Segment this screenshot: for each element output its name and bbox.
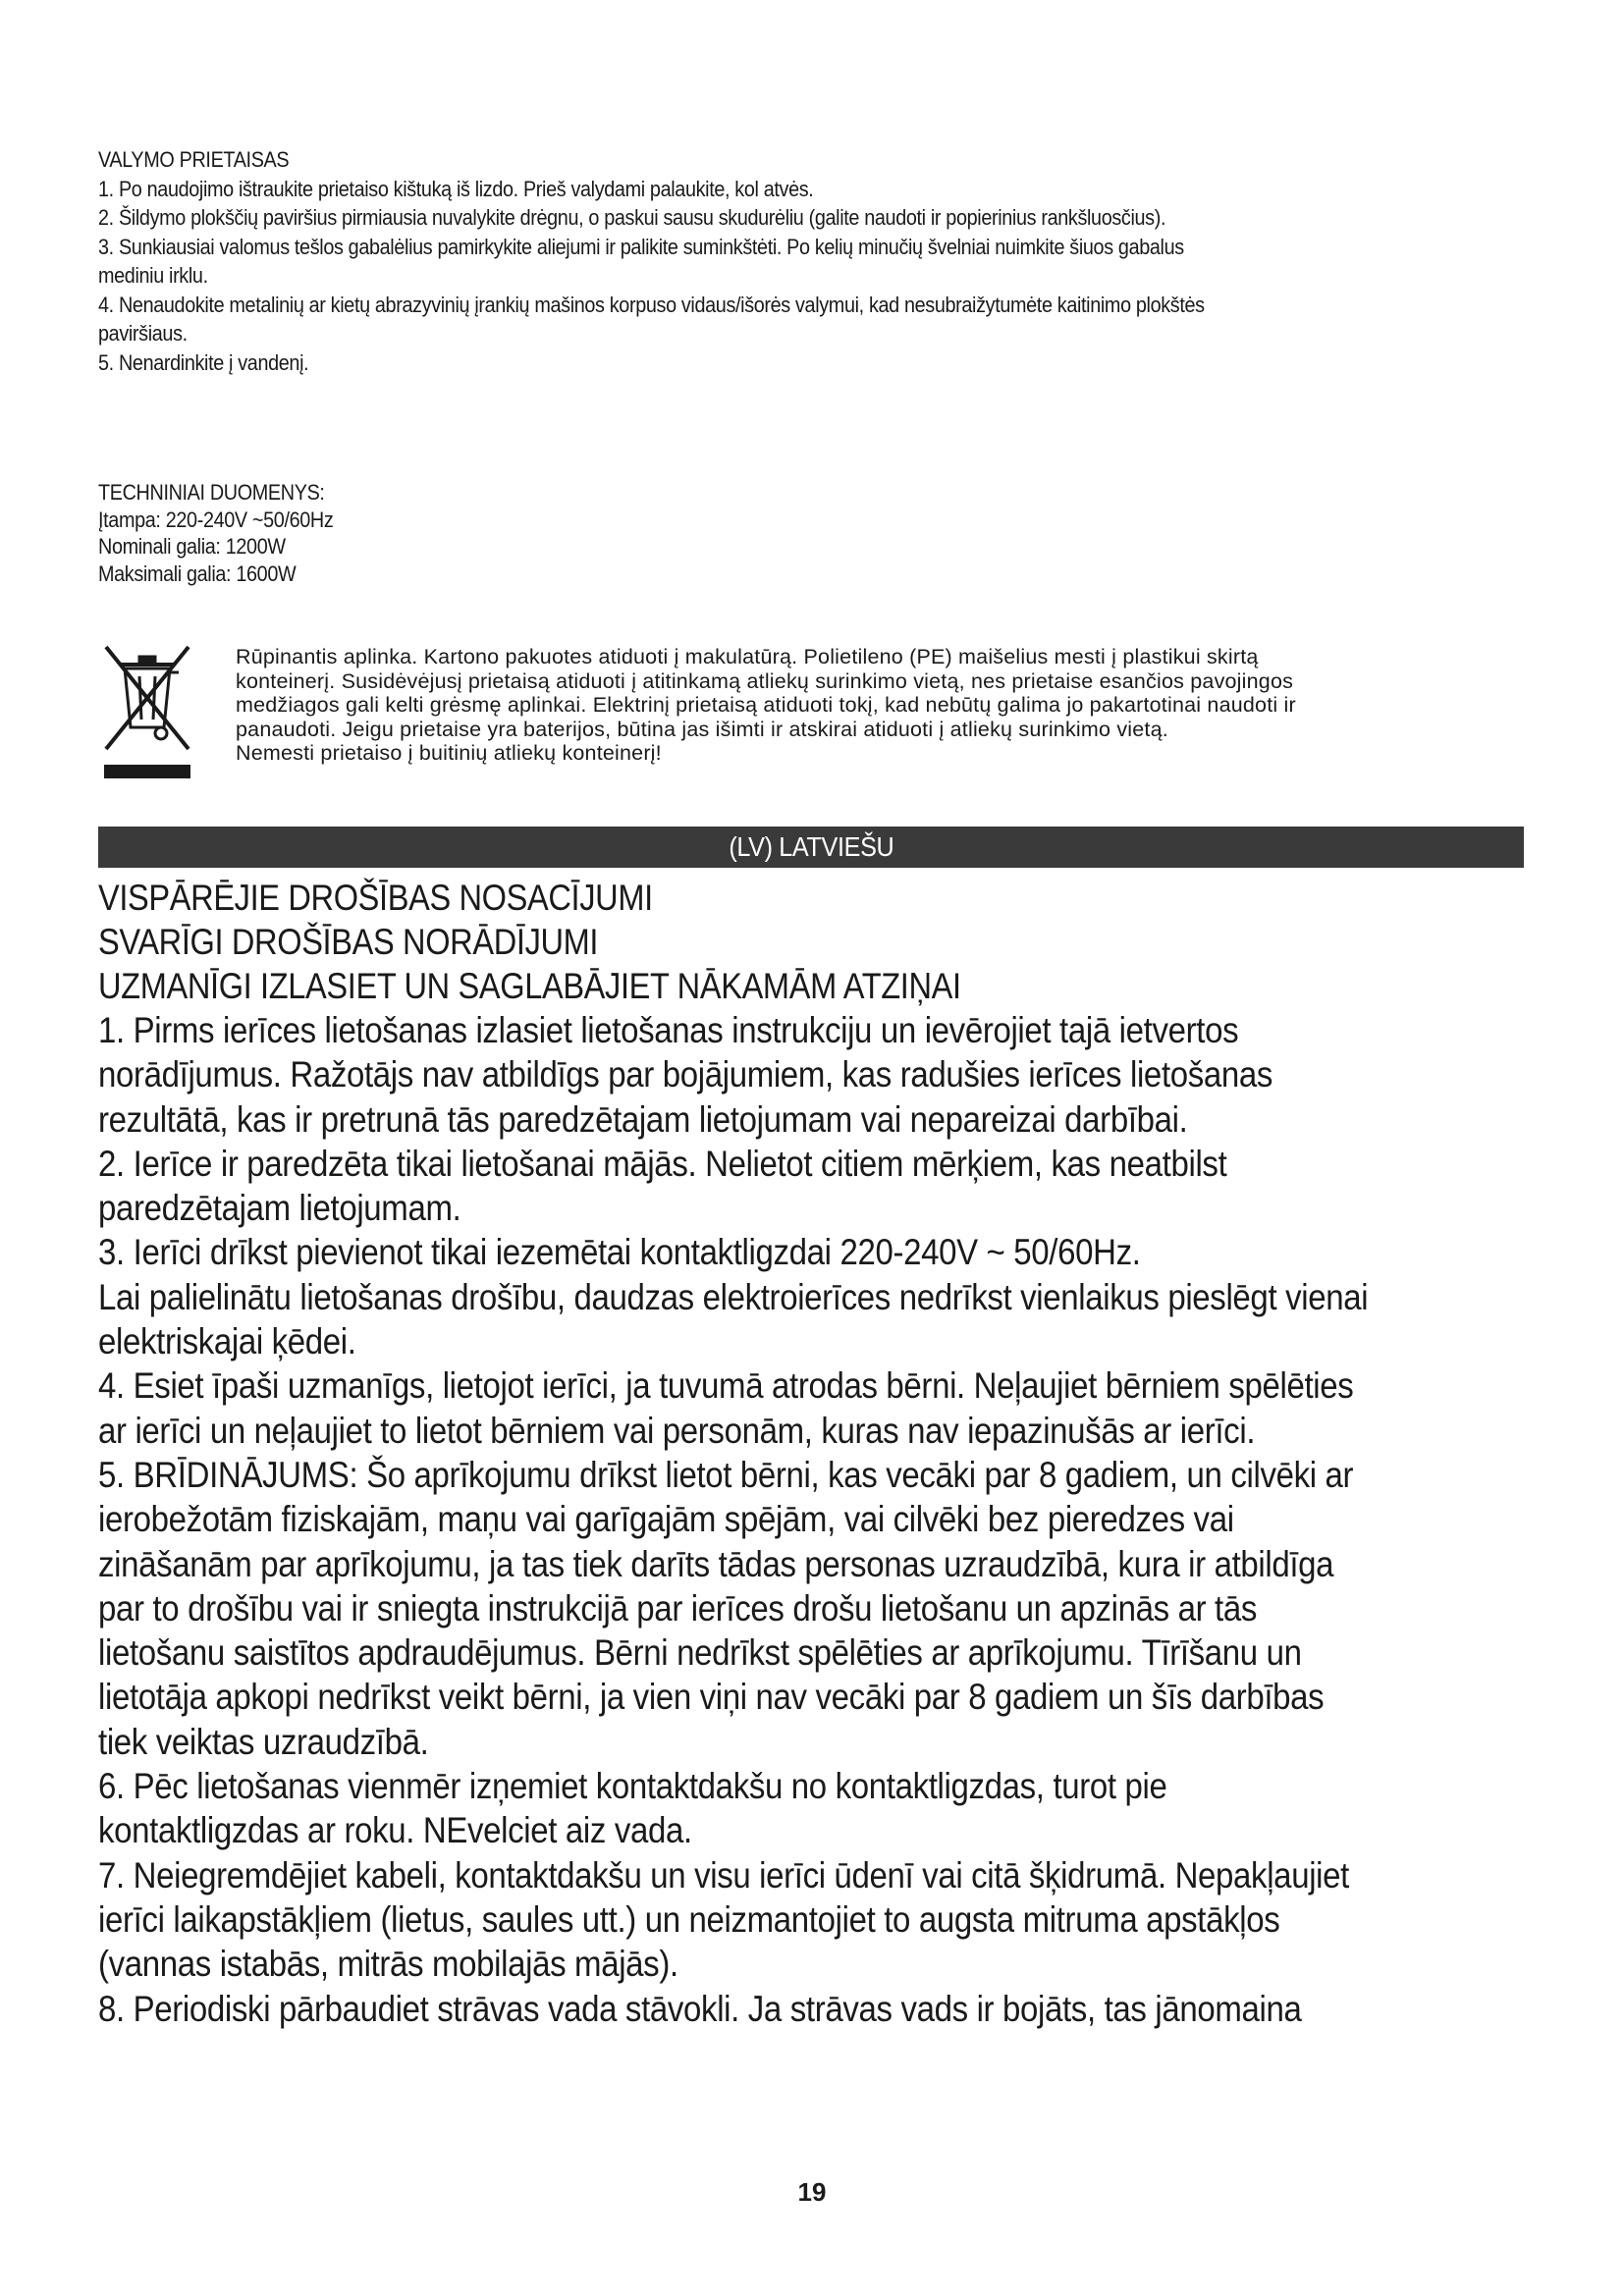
environment-line: Rūpinantis aplinka. Kartono pakuotes atiduoti į makulatūrą. Polietileno (PE) maišelius mesti į plastikui skirtą <box>236 645 1259 668</box>
max-power-line: Maksimali galia: 1600W <box>98 561 297 586</box>
safety-line: 5. BRĪDINĀJUMS: Šo aprīkojumu drīkst lietot bērni, kas vecāki par 8 gadiem, un cilvēki ar <box>98 1453 1354 1495</box>
section-title: UZMANĪGI IZLASIET UN SAGLABĀJIET NĀKAMĀM ATZIŅAI <box>98 966 961 1006</box>
safety-line: lietošanu saistītos apdraudējumus. Bērni nedrīkst spēlēties ar aprīkojumu. Tīrīšanu un <box>98 1631 1302 1674</box>
safety-line: 1. Pirms ierīces lietošanas izlasiet lietošanas instrukciju un ievērojiet tajā ietvertos <box>98 1009 1239 1050</box>
safety-line: norādījumus. Ražotājs nav atbildīgs par bojājumiem, kas radušies ierīces lietošanas <box>98 1053 1273 1095</box>
environment-section <box>236 645 1551 766</box>
environment-line: panaudoti. Jeigu prietaise yra baterijos, būtina jas išimti ir atskirai atiduoti į atliekų surinkimo vietą. <box>236 717 1168 741</box>
environment-line: konteinerį. Susidėvėjusį prietaisą atiduoti į atitinkamą atliekų surinkimo vietą, nes prietaise esančios pavojingos <box>236 668 1294 693</box>
section-title: VISPĀRĒJIE DROŠĪBAS NOSACĪJUMI <box>98 878 653 918</box>
section-title: SVARĪGI DROŠĪBAS NORĀDĪJUMI <box>98 922 599 962</box>
safety-line: ierobežotām fiziskajām, maņu vai garīgajām spējām, vai cilvēki bez pieredzes vai <box>98 1498 1234 1540</box>
environment-line: Nemesti prietaiso į buitinių atliekų konteinerį! <box>236 741 662 765</box>
safety-line: tiek veiktas uzraudzībā. <box>98 1720 429 1762</box>
safety-line: elektriskajai ķēdei. <box>98 1320 356 1362</box>
language-bar-label: (LV) LATVIEŠU <box>728 831 894 862</box>
safety-line: 7. Neiegremdējiet kabeli, kontaktdakšu un visu ierīci ūdenī vai citā šķidrumā. Nepakļaujiet <box>98 1853 1349 1896</box>
safety-line: kontaktligzdas ar roku. NEvelciet aiz vada. <box>98 1809 692 1851</box>
cleaning-heading: VALYMO PRIETAISAS <box>98 147 290 172</box>
cleaning-line: 1. Po naudojimo ištraukite prietaiso kištuką iš lizdo. Prieš valydami palaukite, kol atvės. <box>98 176 814 201</box>
crossed-out-wheelie-bin-icon <box>98 643 196 790</box>
voltage-line: Įtampa: 220-240V ~50/60Hz <box>98 507 334 532</box>
nominal-power-line: Nominali galia: 1200W <box>98 534 286 559</box>
cleaning-line: 2. Šildymo plokščių paviršius pirmiausia nuvalykite drėgnu, o paskui sausu skudurėliu (galite naudoti ir popierinius rankšluosčius). <box>98 205 1166 230</box>
safety-line: par to drošību vai ir sniegta instrukcijā par ierīces drošu lietošanu un apzinās ar tās <box>98 1586 1258 1629</box>
cleaning-line: paviršiaus. <box>98 321 188 346</box>
safety-line: lietotāja apkopi nedrīkst veikt bērni, ja vien viņi nav vecāki par 8 gadiem un šīs darbības <box>98 1676 1325 1718</box>
safety-line: 2. Ierīce ir paredzēta tikai lietošanai mājās. Nelietot citiem mērķiem, kas neatbilst <box>98 1142 1227 1184</box>
cleaning-line: 3. Sunkiausiai valomus tešlos gabalėlius pamirkykite aliejumi ir palikite suminkštėti. Po kelių minučių švelniai nuimkite šiuos gabalus <box>98 234 1184 259</box>
environment-line: medžiagos gali kelti grėsmę aplinkai. Elektrinį prietaisą atiduoti tokį, kad nebūtų galima jo pakartotinai naudoti ir <box>236 693 1296 717</box>
safety-line: ar ierīci un neļaujiet to lietot bērniem vai personām, kuras nav iepazinušās ar ierīci. <box>98 1409 1256 1451</box>
safety-line: ierīci laikapstākļiem (lietus, saules utt.) un neizmantojiet to augsta mitruma apstākļos <box>98 1897 1280 1940</box>
safety-line: (vannas istabās, mitrās mobilajās mājās). <box>98 1943 678 1985</box>
safety-line: 6. Pēc lietošanas vienmēr izņemiet kontaktdakšu no kontaktligzdas, turot pie <box>98 1765 1167 1807</box>
cleaning-line: 5. Nenardinkite į vandenį. <box>98 349 309 375</box>
safety-line: 4. Esiet īpaši uzmanīgs, lietojot ierīci, ja tuvumā atrodas bērni. Neļaujiet bērniem spēlēties <box>98 1364 1354 1407</box>
safety-line: rezultātā, kas ir pretrunā tās paredzētajam lietojumam vai nepareizai darbībai. <box>98 1097 1188 1140</box>
page-number: 19 <box>797 2177 827 2207</box>
safety-line: Lai palielinātu lietošanas drošību, daudzas elektroierīces nedrīkst vienlaikus pieslēgt vienai <box>98 1275 1369 1317</box>
language-bar <box>98 827 1524 868</box>
cleaning-section <box>98 145 1377 377</box>
safety-line: paredzētajam lietojumam. <box>98 1187 461 1229</box>
technical-data-heading: TECHNINIAI DUOMENYS: <box>98 480 325 505</box>
latvian-safety-section <box>98 876 1498 2031</box>
cleaning-line: mediniu irklu. <box>98 263 208 288</box>
cleaning-line: 4. Nenaudokite metalinių ar kietų abrazyvinių įrankių mašinos korpuso vidaus/išorės valymui, kad nesubraižytumėte kaitinimo plokštės <box>98 292 1205 317</box>
safety-line: 8. Periodiski pārbaudiet strāvas vada stāvokli. Ja strāvas vads ir bojāts, tas jānomaina <box>98 1987 1302 2029</box>
technical-data-section <box>98 479 876 587</box>
safety-line: zināšanām par aprīkojumu, ja tas tiek darīts tādas personas uzraudzībā, kura ir atbildīga <box>98 1542 1334 1584</box>
safety-line: 3. Ierīci drīkst pievienot tikai iezemētai kontaktligzdai 220-240V ~ 50/60Hz. <box>98 1231 1141 1273</box>
